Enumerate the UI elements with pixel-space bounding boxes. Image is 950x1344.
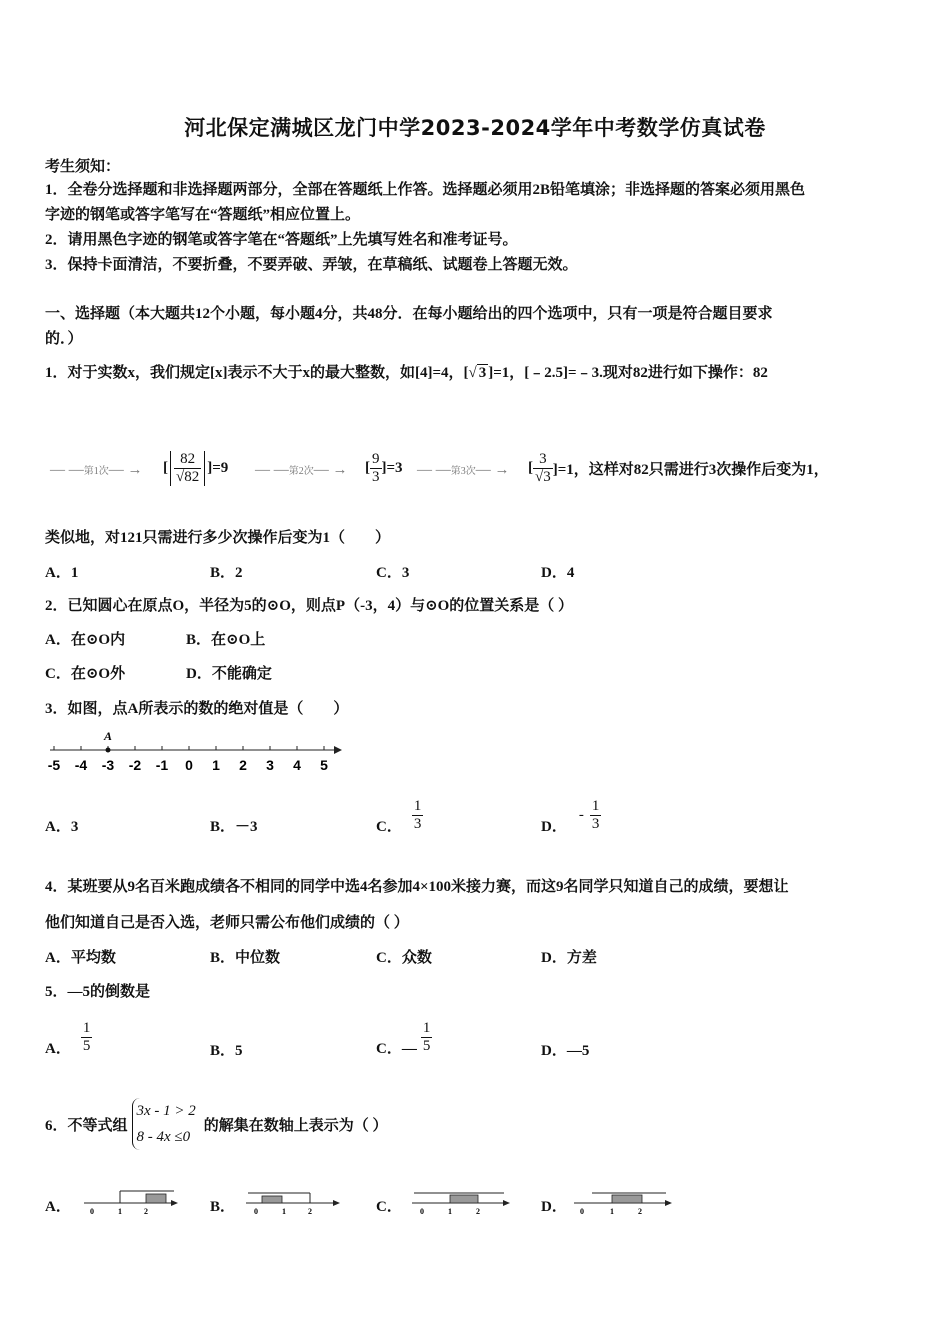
q3-option-d[interactable] — [541, 790, 601, 840]
page-title: 河北保定满城区龙门中学2023-2024学年中考数学仿真试卷 — [184, 116, 766, 140]
q6-a-tick-1: 1 — [118, 1207, 122, 1216]
q1-step1-tail: — → — [108, 462, 143, 478]
q5-option-c-label: C．— — [376, 1040, 417, 1057]
q5-option-a-frac — [81, 1020, 93, 1055]
q1-expr3-lbracket: [ — [528, 459, 533, 476]
q5-option-a-den: 5 — [82, 1037, 91, 1054]
q1-eq1: ]=9 — [207, 459, 229, 476]
q2-stem: 2．已知圆心在原点O，半径为5的⊙O，则点P（-3，4）与⊙O的位置关系是（ ） — [45, 598, 574, 614]
q1-eq3: ]=1，这样对82只需进行3次操作后变为1， — [552, 461, 829, 478]
q3-tick-label: -4 — [74, 757, 88, 773]
q3-point-a-label: A — [104, 729, 113, 743]
q1-expr1 — [163, 438, 228, 498]
q6-option-a-label[interactable]: A． — [45, 1199, 71, 1215]
q5-option-b[interactable]: B．5 — [210, 1043, 243, 1059]
q1-stem-c: 类似地，对121只需进行多少次操作后变为1（ ） — [45, 530, 391, 546]
q6-a-tick-2: 2 — [144, 1207, 148, 1216]
q1-sqrt3: √ 3 — [468, 365, 487, 381]
q6-option-d-label[interactable]: D． — [541, 1199, 567, 1215]
q5-option-c-frac — [421, 1020, 433, 1055]
q3-option-b[interactable]: B．－3 — [210, 819, 258, 835]
q1-step3-dashes: — — — [417, 462, 451, 478]
q5-option-a-label: A． — [45, 1040, 71, 1057]
q5-stem: 5．—5的倒数是 — [45, 984, 151, 1000]
q6-a-tick-0: 0 — [90, 1207, 94, 1216]
q6-b-tick-1: 1 — [282, 1207, 286, 1216]
q5-option-c-den: 5 — [422, 1037, 431, 1054]
q5-option-c[interactable] — [376, 1012, 432, 1062]
q6-ineq-1: 3x - 1 > 2 — [136, 1103, 196, 1119]
q1-option-c[interactable]: C．3 — [376, 565, 410, 581]
q3-option-a[interactable]: A．3 — [45, 819, 79, 835]
q6-option-b-label[interactable]: B． — [210, 1199, 236, 1215]
q1-step2-dashes: — — — [255, 462, 289, 478]
q1-frac1-num: 82 — [180, 450, 196, 467]
q5-option-a[interactable] — [45, 1012, 92, 1062]
q6-option-c-label[interactable]: C． — [376, 1199, 402, 1215]
q1-step1-label: 第1次 — [83, 466, 109, 477]
q1-expr1-box — [170, 451, 205, 486]
q3-number-line — [40, 728, 350, 778]
q1-frac1-den: 82 — [184, 468, 200, 485]
q1-stem — [45, 358, 768, 388]
q1-stem-b: ]=1，[﹣2.5]=﹣3.现对82进行如下操作：82 — [488, 365, 768, 381]
notice-line-3: 3．保持卡面清洁，不要折叠，不要弄破、弄皱，在草稿纸、试题卷上答题无效。 — [45, 257, 578, 273]
q4-option-b[interactable]: B．中位数 — [210, 950, 281, 966]
q1-expr3 — [528, 438, 829, 498]
q2-option-b[interactable]: B．在⊙O上 — [186, 632, 266, 648]
q6-c-tick-2: 2 — [476, 1207, 480, 1216]
q1-frac3-den-wrap: √3 — [535, 468, 551, 485]
q6-b-tick-2: 2 — [308, 1207, 312, 1216]
q2-option-a[interactable]: A．在⊙O内 — [45, 632, 126, 648]
q3-tick-label: 3 — [266, 757, 274, 773]
q6-option-a-graph[interactable] — [82, 1185, 182, 1217]
q4-stem-line-1: 4．某班要从9名百米跑成绩各不相同的同学中选4名参加4×100米接力赛，而这9名同学只知道自己的成绩，要想让 — [45, 879, 789, 895]
q6-d-tick-0: 0 — [580, 1207, 584, 1216]
q1-step2-tail: — → — [313, 462, 348, 478]
q6-c-tick-0: 0 — [420, 1207, 424, 1216]
q1-expr1-lbracket: [ — [163, 459, 168, 476]
q6-ineq-2: 8 - 4x ≤0 — [136, 1129, 191, 1145]
q3-tick-label: 5 — [320, 757, 328, 773]
q3-option-c-label: C． — [376, 818, 402, 835]
q3-option-d-label: D． — [541, 818, 567, 835]
q1-frac2-num: 9 — [372, 450, 380, 467]
q5-option-a-num: 1 — [82, 1019, 91, 1036]
section-heading-line-1: 一、选择题（本大题共12个小题，每小题4分，共48分．在每小题给出的四个选项中，只有一项是符合题目要求 — [45, 306, 773, 322]
notice-line-1b: 字迹的钢笔或答字笔写在“答题纸”相应位置上。 — [45, 207, 361, 223]
q1-frac2 — [370, 451, 382, 486]
q4-option-d[interactable]: D．方差 — [541, 950, 597, 966]
q3-option-c[interactable] — [376, 790, 423, 840]
q1-step3-label: 第3次 — [450, 466, 476, 477]
q3-option-c-frac — [412, 798, 424, 833]
q1-frac1-den-wrap: √82 — [176, 468, 200, 485]
section-heading-line-2: 的．） — [45, 331, 83, 347]
q1-option-a[interactable]: A．1 — [45, 565, 79, 581]
q6-option-b-graph[interactable] — [244, 1185, 344, 1217]
q6-stem-a: 6．不等式组 — [45, 1117, 128, 1134]
q3-axis-arrowhead — [334, 746, 342, 754]
q1-step3-tail: — → — [475, 462, 510, 478]
q1-step1-arrow — [50, 462, 160, 479]
q5-option-c-num: 1 — [422, 1019, 431, 1036]
q4-option-a[interactable]: A．平均数 — [45, 950, 116, 966]
q3-option-d-sign: - — [578, 806, 584, 823]
q3-tick-label: 1 — [212, 757, 220, 773]
q6-option-d-graph[interactable] — [572, 1185, 677, 1217]
q1-frac2-den: 3 — [372, 468, 380, 485]
q4-option-c[interactable]: C．众数 — [376, 950, 432, 966]
q3-tick-label: 4 — [293, 757, 301, 773]
q2-option-c[interactable]: C．在⊙O外 — [45, 666, 126, 682]
q1-option-d[interactable]: D．4 — [541, 565, 575, 581]
q5-option-d[interactable]: D．—5 — [541, 1043, 590, 1059]
q1-eq2: ]=3 — [381, 459, 403, 476]
q6-stem-b: 的解集在数轴上表示为（ ） — [203, 1117, 388, 1134]
q6-d-tick-1: 1 — [610, 1207, 614, 1216]
q3-option-d-num: 1 — [591, 797, 600, 814]
notice-line-1a: 1．全卷分选择题和非选择题两部分，全部在答题纸上作答。选择题必须用2B铅笔填涂；非选择题的答案必须用黑色 — [45, 182, 806, 198]
q1-frac1 — [174, 451, 201, 486]
q3-option-c-num: 1 — [413, 797, 422, 814]
q3-tick-label: -3 — [101, 757, 115, 773]
q3-tick-label: -5 — [47, 757, 61, 773]
q3-tick-label: 0 — [185, 757, 193, 773]
q6-system-brace — [132, 1098, 200, 1150]
q3-option-d-frac — [590, 798, 602, 833]
q1-step2-label: 第2次 — [288, 466, 314, 477]
q6-c-tick-1: 1 — [448, 1207, 452, 1216]
q3-stem: 3．如图，点A所表示的数的绝对值是（ ） — [45, 701, 349, 717]
q3-point-a-dot — [106, 748, 111, 753]
q1-sqrt3-radicand: 3 — [478, 365, 487, 381]
q1-step1-dashes: — — — [50, 462, 84, 478]
q6-d-tick-2: 2 — [638, 1207, 642, 1216]
q1-frac3 — [533, 451, 553, 486]
q1-expr2 — [365, 438, 403, 498]
q6-option-c-graph[interactable] — [410, 1185, 515, 1217]
q1-frac3-den: 3 — [543, 468, 551, 485]
q1-expr2-lbracket: [ — [365, 459, 370, 476]
q3-tick-label: -2 — [128, 757, 142, 773]
q6-stem — [45, 1096, 388, 1152]
notice-line-2: 2．请用黑色字迹的钢笔或答字笔在“答题纸”上先填写姓名和准考证号。 — [45, 232, 518, 248]
q3-option-d-den: 3 — [591, 815, 600, 832]
q1-option-b[interactable]: B．2 — [210, 565, 243, 581]
q1-stem-a: 1．对于实数x，我们规定[x]表示不大于x的最大整数，如[4]=4，[ — [45, 365, 469, 381]
q3-tick-label: -1 — [155, 757, 169, 773]
q1-step2-arrow — [255, 462, 360, 479]
q3-option-c-den: 3 — [413, 815, 422, 832]
q2-option-d[interactable]: D．不能确定 — [186, 666, 272, 682]
q1-step3-arrow — [417, 462, 527, 479]
q3-tick-label: 2 — [239, 757, 247, 773]
notice-header: 考生须知： — [45, 159, 121, 175]
q1-frac3-num: 3 — [539, 450, 547, 467]
q6-b-tick-0: 0 — [254, 1207, 258, 1216]
q4-stem-line-2: 他们知道自己是否入选，老师只需公布他们成绩的（ ） — [45, 915, 409, 931]
